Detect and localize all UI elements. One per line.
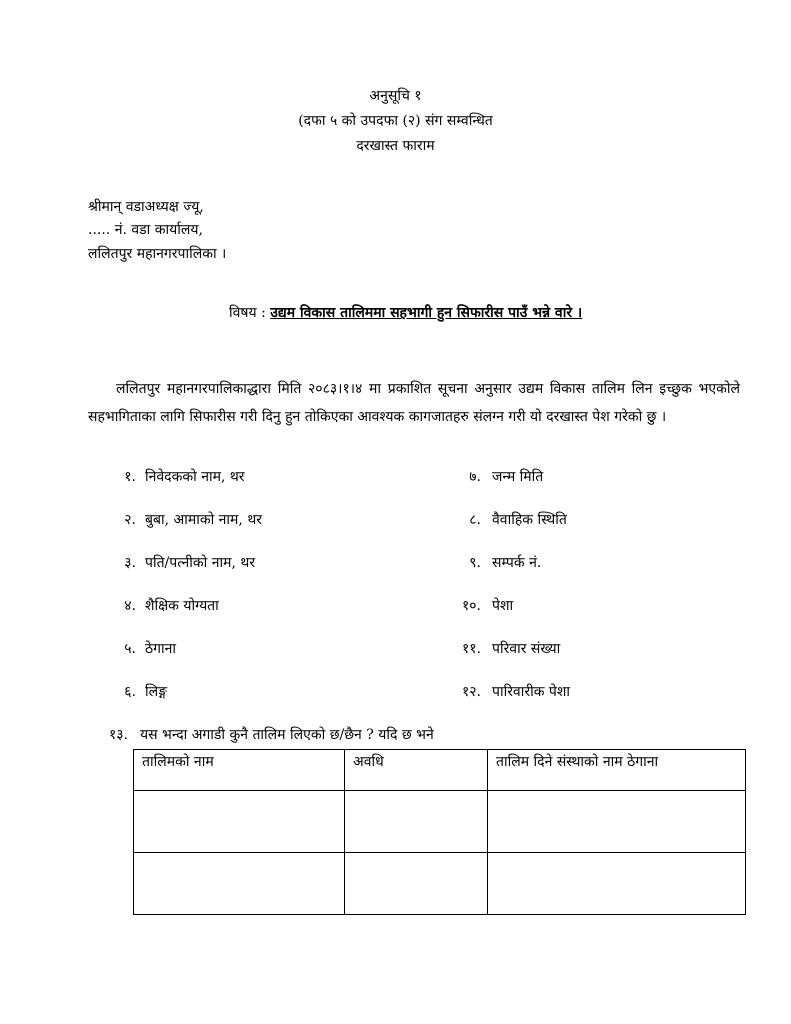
header-duration: अवधि: [345, 750, 488, 791]
table-row: [134, 791, 746, 853]
training-table: [133, 749, 746, 915]
field-contact-number: सम्पर्क नं.: [492, 555, 542, 571]
field-number: ९.: [469, 555, 481, 571]
table-cell[interactable]: [345, 853, 488, 915]
form-title: दरखास्त फाराम: [356, 138, 435, 154]
header-training-name: तालिमको नाम: [134, 750, 345, 791]
field-family-size: परिवार संख्या: [492, 641, 561, 657]
table-cell[interactable]: [134, 791, 345, 853]
header-institution: तालिम दिने संस्थाको नाम ठेगाना: [488, 750, 746, 791]
question-13-number: १३.: [108, 727, 128, 743]
field-address: ठेगाना: [145, 641, 177, 657]
field-number: ११.: [461, 641, 481, 657]
table-cell[interactable]: [488, 791, 746, 853]
field-applicant-name: निवेदकको नाम, थर: [145, 469, 245, 485]
table-cell[interactable]: [134, 853, 345, 915]
field-number: ८.: [469, 512, 481, 528]
table-cell[interactable]: [345, 791, 488, 853]
field-number: ४.: [124, 598, 136, 614]
subject-text: उद्यम विकास तालिममा सहभागी हुन सिफारीस पाउँ भन्ने वारे ।: [270, 305, 583, 321]
field-parents-name: बुबा, आमाको नाम, थर: [145, 512, 262, 528]
field-number: ७.: [469, 469, 481, 485]
table-cell[interactable]: [488, 853, 746, 915]
field-family-occupation: पारिवारीक पेशा: [492, 684, 570, 700]
body-text: ललितपुर महानगरपालिकाद्धारा मिति २०८३।१।४ मा प्रकाशित सूचना अनुसार उद्यम विकास तालिम लिन इच्छुक भएकोले सहभागिताका लागि सिफारीस गरी दिनु हुन तोकिएका आवश्यक कागजातहरु संलग्न गरी यो दरखास्त पेश गरेको छु ।: [88, 381, 740, 425]
recipient-line-2: ..... नं. वडा कार्यालय,: [88, 222, 203, 238]
field-number: १.: [124, 469, 136, 485]
field-number: १२.: [461, 684, 481, 700]
field-birth-date: जन्म मिति: [492, 469, 544, 485]
question-13-text: यस भन्दा अगाडी कुनै तालिम लिएको छ/छैन ? यदि छ भने: [140, 727, 434, 743]
body-paragraph: [88, 375, 740, 431]
field-number: ६.: [124, 684, 136, 700]
section-reference: (दफा ५ को उपदफा (२) संग सम्वन्धित: [298, 113, 493, 129]
recipient-line-1: श्रीमान् वडाअध्यक्ष ज्यू,: [88, 199, 204, 215]
field-occupation: पेशा: [492, 598, 514, 614]
field-number: ३.: [124, 555, 136, 571]
recipient-line-3: ललितपुर महानगरपालिका ।: [88, 246, 227, 262]
field-number: १०.: [461, 598, 481, 614]
subject-label: विषय :: [229, 305, 266, 321]
table-header-row: [134, 750, 746, 791]
field-number: २.: [124, 512, 136, 528]
table-row: [134, 853, 746, 915]
field-education: शैक्षिक योग्यता: [145, 598, 219, 614]
field-number: ५.: [124, 641, 136, 657]
field-gender: लिङ्ग: [145, 684, 167, 700]
field-spouse-name: पति/पत्नीको नाम, थर: [145, 555, 256, 571]
field-marital-status: वैवाहिक स्थिति: [492, 512, 567, 528]
schedule-heading: अनुसूचि १: [369, 88, 422, 104]
subject-line: [229, 303, 582, 322]
